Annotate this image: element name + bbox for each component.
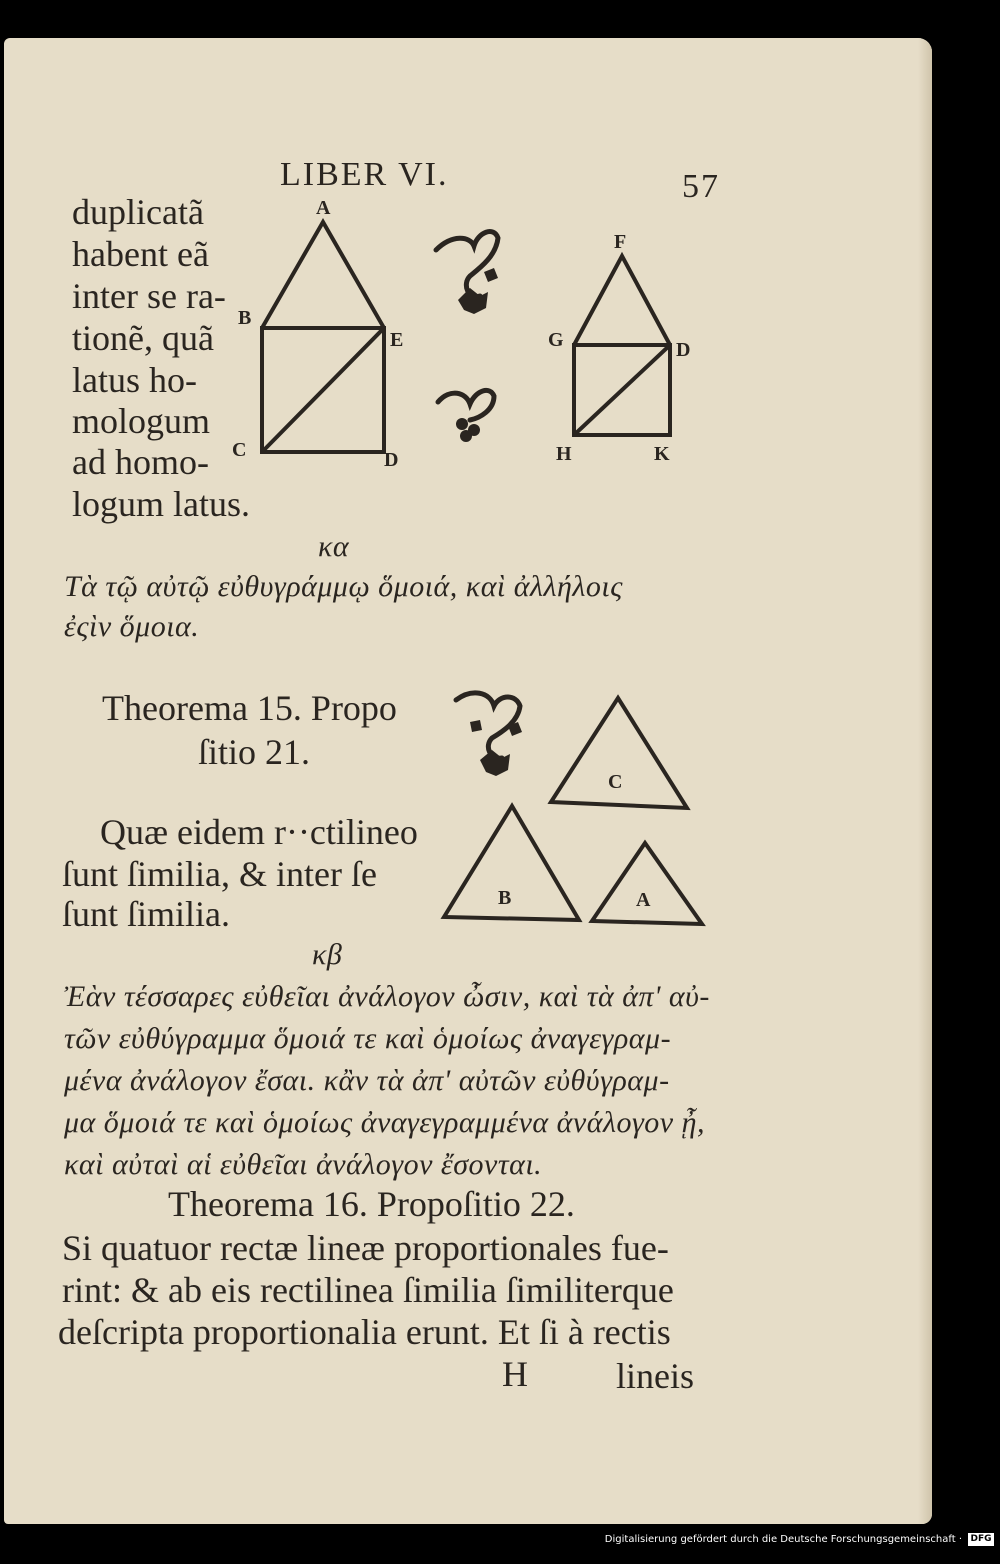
statement-16-line: rint: & ab eis rectilinea ſimilia ſimiliterque bbox=[62, 1270, 674, 1310]
statement-16-line: Si quatuor rectæ lineæ proportionales fue- bbox=[62, 1228, 669, 1268]
page-number: 57 bbox=[682, 168, 720, 205]
triangle-label-a: A bbox=[636, 889, 651, 911]
greek-text-line: ἐςὶν ὅμοια. bbox=[64, 610, 200, 643]
fig1-label-d: D bbox=[384, 449, 399, 471]
triangle-label-b: B bbox=[498, 887, 512, 909]
triangle-label-c: C bbox=[608, 771, 623, 793]
theorem-16-title: Theorema 16. Propoſitio 22. bbox=[168, 1184, 575, 1224]
side-text-line: mologum bbox=[72, 401, 211, 441]
greek-text-line: Τὰ τῷ αὐτῷ εὐθυγράμμῳ ὅμοιά, καὶ ἀλλήλοις bbox=[64, 570, 623, 603]
greek-text-line: Ἐὰν τέσσαρες εὐθεῖαι ἀνάλογον ὦσιν, καὶ τὰ ἀπ' αὐ- bbox=[64, 980, 710, 1013]
statement-16-line: deſcripta proportionalia erunt. Et ſi à rectis bbox=[58, 1312, 671, 1352]
greek-text-line: μένα ἀνάλογον ἔσαι. κἂν τὰ ἀπ' αὐτῶν εὐθύγραμ- bbox=[64, 1064, 670, 1097]
fig2-label-f: F bbox=[614, 231, 627, 253]
side-text-line: inter se ra- bbox=[72, 276, 226, 316]
side-text-line: tionẽ, quã bbox=[72, 318, 214, 358]
footer-credit: Digitalisierung gefördert durch die Deutsche Forschungsgemeinschaft · bbox=[604, 1534, 962, 1545]
fig2-label-k: K bbox=[654, 443, 670, 465]
side-text-line: ad homo- bbox=[72, 442, 209, 482]
greek-text-line: μα ὅμοιά τε καὶ ὁμοίως ἀναγεγραμμένα ἀνάλογον ᾖ, bbox=[64, 1106, 705, 1139]
dfg-logo: DFG bbox=[968, 1533, 994, 1546]
statement-15-line: ſunt ſimilia, & inter ſe bbox=[62, 854, 377, 894]
fig1-label-c: C bbox=[232, 439, 247, 461]
fig2-label-g: G bbox=[548, 329, 564, 351]
greek-text-line: καὶ αὐταὶ αἱ εὐθεῖαι ἀνάλογον ἔσονται. bbox=[64, 1148, 543, 1181]
fig1-label-b: B bbox=[238, 307, 252, 329]
signature-mark: H bbox=[502, 1354, 528, 1394]
catchword: lineis bbox=[616, 1356, 694, 1396]
side-text-line: duplicatã bbox=[72, 192, 204, 232]
running-header: LIBER VI. bbox=[280, 156, 449, 193]
fig2-label-d: D bbox=[676, 339, 691, 361]
theorem-15-title-cont: ſitio 21. bbox=[198, 732, 311, 772]
side-text-line: logum latus. bbox=[72, 484, 250, 524]
fig1-label-e: E bbox=[390, 329, 404, 351]
fig2-label-h: H bbox=[556, 443, 572, 465]
greek-text-line: τῶν εὐθύγραμμα ὅμοιά τε καὶ ὁμοίως ἀναγεγραμ- bbox=[64, 1022, 672, 1055]
side-text-line: habent eã bbox=[72, 234, 209, 274]
theorem-15-title: Theorema 15. Propo bbox=[102, 688, 397, 728]
side-text-line: latus ho- bbox=[72, 360, 197, 400]
fig1-label-a: A bbox=[316, 197, 331, 219]
footer-bar bbox=[0, 1524, 1000, 1564]
section-marker: κα bbox=[318, 530, 350, 563]
section-marker: κβ bbox=[312, 938, 343, 971]
statement-15-line: ſunt ſimilia. bbox=[62, 894, 230, 934]
statement-15-line: Quæ eidem r··ctilineo bbox=[100, 812, 418, 852]
